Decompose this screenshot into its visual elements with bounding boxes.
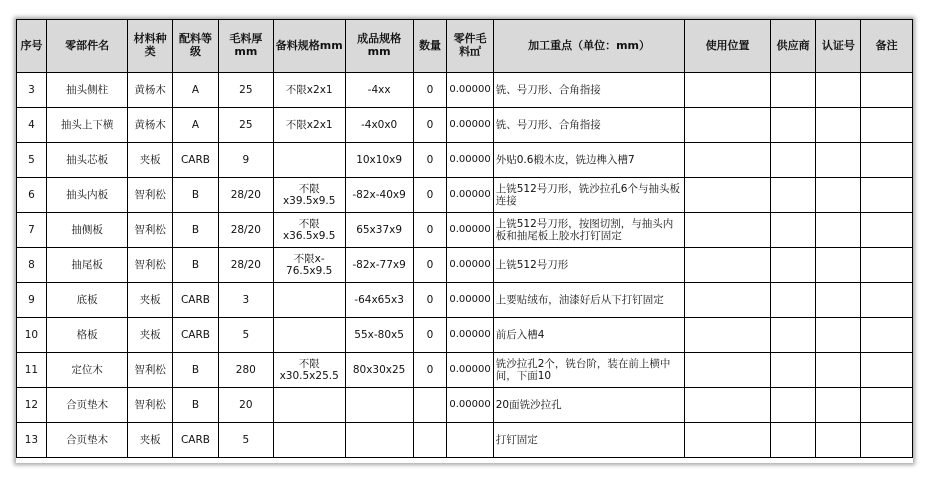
cell-supplier[interactable] xyxy=(770,283,816,318)
cell-grade[interactable]: CARB xyxy=(173,143,219,178)
cell-thickness[interactable]: 28/20 xyxy=(218,248,273,283)
col-header-finish-spec[interactable]: 成品规格mm xyxy=(345,20,413,73)
cell-prep-spec[interactable] xyxy=(273,388,345,423)
cell-cert[interactable] xyxy=(816,423,861,458)
cell-thickness[interactable]: 3 xyxy=(218,283,273,318)
cell-thickness[interactable]: 20 xyxy=(218,388,273,423)
cell-remark[interactable] xyxy=(861,213,913,248)
table-row xyxy=(17,213,913,248)
cell-qty[interactable]: 0 xyxy=(413,73,447,108)
cell-grade[interactable]: CARB xyxy=(173,423,219,458)
cell-thickness[interactable]: 5 xyxy=(218,318,273,353)
cell-remark[interactable] xyxy=(861,108,913,143)
table-row xyxy=(17,283,913,318)
cell-finish-spec[interactable] xyxy=(345,388,413,423)
cell-qty[interactable]: 0 xyxy=(413,248,447,283)
header-row xyxy=(17,20,913,73)
table-row xyxy=(17,143,913,178)
cell-cert[interactable] xyxy=(816,353,861,388)
cell-part-name[interactable]: 抽头芯板 xyxy=(46,143,127,178)
cell-finish-spec[interactable]: -82x-40x9 xyxy=(345,178,413,213)
cell-grade[interactable]: A xyxy=(173,73,219,108)
cell-no[interactable]: 8 xyxy=(17,248,47,283)
cell-remark[interactable] xyxy=(861,178,913,213)
cell-no[interactable]: 5 xyxy=(17,143,47,178)
cell-position[interactable] xyxy=(685,353,770,388)
cell-finish-spec[interactable]: -64x65x3 xyxy=(345,283,413,318)
cell-part-name[interactable]: 抽尾板 xyxy=(46,248,127,283)
cell-grade[interactable]: CARB xyxy=(173,318,219,353)
cell-finish-spec[interactable]: -82x-77x9 xyxy=(345,248,413,283)
col-header-prep-spec[interactable]: 备料规格mm xyxy=(273,20,345,73)
cell-grade[interactable]: B xyxy=(173,248,219,283)
cell-part-name[interactable]: 抽头上下横 xyxy=(46,108,127,143)
cell-prep-spec[interactable] xyxy=(273,423,345,458)
cell-finish-spec[interactable]: -4x0x0 xyxy=(345,108,413,143)
cell-prep-spec[interactable]: 不限x39.5x9.5 xyxy=(273,178,345,213)
cell-thickness[interactable]: 5 xyxy=(218,423,273,458)
col-header-area[interactable]: 零件毛料㎡ xyxy=(447,20,493,73)
cell-part-name[interactable]: 抽头侧柱 xyxy=(46,73,127,108)
cell-part-name[interactable]: 抽头内板 xyxy=(46,178,127,213)
cell-cert[interactable] xyxy=(816,248,861,283)
cell-process-notes[interactable]: 前后入槽4 xyxy=(493,318,685,353)
cell-supplier[interactable] xyxy=(770,213,816,248)
cell-no[interactable]: 6 xyxy=(17,178,47,213)
cell-qty[interactable]: 0 xyxy=(413,178,447,213)
cell-area[interactable]: 0.00000 xyxy=(447,213,493,248)
cell-material[interactable]: 夹板 xyxy=(128,283,173,318)
cell-no[interactable]: 10 xyxy=(17,318,47,353)
cell-supplier[interactable] xyxy=(770,388,816,423)
cell-position[interactable] xyxy=(685,318,770,353)
cell-area[interactable] xyxy=(447,423,493,458)
cell-material[interactable]: 黄杨木 xyxy=(128,73,173,108)
cell-finish-spec[interactable]: 55x-80x5 xyxy=(345,318,413,353)
cell-position[interactable] xyxy=(685,108,770,143)
cell-part-name[interactable]: 合页垫木 xyxy=(46,388,127,423)
cell-process-notes[interactable]: 上铣512号刀形，铣沙拉孔6个与抽头板连接 xyxy=(493,178,685,213)
cell-cert[interactable] xyxy=(816,318,861,353)
cell-grade[interactable]: A xyxy=(173,108,219,143)
cell-no[interactable]: 9 xyxy=(17,283,47,318)
cell-qty[interactable]: 0 xyxy=(413,318,447,353)
cell-supplier[interactable] xyxy=(770,143,816,178)
cell-area[interactable]: 0.00000 xyxy=(447,353,493,388)
cell-prep-spec[interactable]: 不限x30.5x25.5 xyxy=(273,353,345,388)
cell-supplier[interactable] xyxy=(770,108,816,143)
col-header-grade[interactable]: 配料等级 xyxy=(173,20,219,73)
col-header-remark[interactable]: 备注 xyxy=(861,20,913,73)
cell-area[interactable]: 0.00000 xyxy=(447,73,493,108)
cell-remark[interactable] xyxy=(861,353,913,388)
cell-cert[interactable] xyxy=(816,283,861,318)
table-row xyxy=(17,178,913,213)
col-header-process-notes[interactable]: 加工重点（单位：mm） xyxy=(493,20,685,73)
col-header-no[interactable]: 序号 xyxy=(17,20,47,73)
table-row xyxy=(17,318,913,353)
cell-area[interactable]: 0.00000 xyxy=(447,178,493,213)
cell-cert[interactable] xyxy=(816,73,861,108)
table-row xyxy=(17,248,913,283)
cell-no[interactable]: 13 xyxy=(17,423,47,458)
cell-finish-spec[interactable]: -4xx xyxy=(345,73,413,108)
cell-no[interactable]: 3 xyxy=(17,73,47,108)
cell-qty[interactable]: 0 xyxy=(413,108,447,143)
cell-supplier[interactable] xyxy=(770,318,816,353)
cell-position[interactable] xyxy=(685,73,770,108)
cell-material[interactable]: 黄杨木 xyxy=(128,108,173,143)
cell-grade[interactable]: B xyxy=(173,353,219,388)
table-row xyxy=(17,73,913,108)
cell-finish-spec[interactable] xyxy=(345,423,413,458)
cell-part-name[interactable]: 底板 xyxy=(46,283,127,318)
col-header-thickness[interactable]: 毛料厚mm xyxy=(218,20,273,73)
cell-area[interactable]: 0.00000 xyxy=(447,248,493,283)
cell-position[interactable] xyxy=(685,178,770,213)
cell-remark[interactable] xyxy=(861,388,913,423)
cell-area[interactable]: 0.00000 xyxy=(447,143,493,178)
table-row xyxy=(17,353,913,388)
cell-material[interactable]: 智利松 xyxy=(128,178,173,213)
cell-finish-spec[interactable]: 80x30x25 xyxy=(345,353,413,388)
table-row xyxy=(17,108,913,143)
cell-grade[interactable]: B xyxy=(173,178,219,213)
cell-process-notes[interactable]: 20面铣沙拉孔 xyxy=(493,388,685,423)
cell-grade[interactable]: B xyxy=(173,388,219,423)
cell-material[interactable]: 夹板 xyxy=(128,143,173,178)
cell-cert[interactable] xyxy=(816,108,861,143)
cell-finish-spec[interactable]: 10x10x9 xyxy=(345,143,413,178)
table-row xyxy=(17,423,913,458)
cell-position[interactable] xyxy=(685,143,770,178)
cell-process-notes[interactable]: 铣、号刀形、合角指接 xyxy=(493,73,685,108)
col-header-supplier[interactable]: 供应商 xyxy=(770,20,816,73)
cell-prep-spec[interactable]: 不限x2x1 xyxy=(273,108,345,143)
cell-supplier[interactable] xyxy=(770,423,816,458)
cell-cert[interactable] xyxy=(816,213,861,248)
cell-qty[interactable]: 0 xyxy=(413,213,447,248)
cell-qty[interactable] xyxy=(413,388,447,423)
col-header-position[interactable]: 使用位置 xyxy=(685,20,770,73)
cell-qty[interactable] xyxy=(413,423,447,458)
col-header-qty[interactable]: 数量 xyxy=(413,20,447,73)
cell-material[interactable]: 夹板 xyxy=(128,318,173,353)
cell-thickness[interactable]: 25 xyxy=(218,73,273,108)
cell-area[interactable]: 0.00000 xyxy=(447,388,493,423)
cell-supplier[interactable] xyxy=(770,353,816,388)
spreadsheet-sheet xyxy=(16,19,913,463)
cell-thickness[interactable]: 9 xyxy=(218,143,273,178)
col-header-part-name[interactable]: 零部件名 xyxy=(46,20,127,73)
cell-prep-spec[interactable] xyxy=(273,143,345,178)
cell-material[interactable]: 智利松 xyxy=(128,248,173,283)
cell-material[interactable]: 智利松 xyxy=(128,213,173,248)
col-header-material[interactable]: 材料种类 xyxy=(128,20,173,73)
cell-thickness[interactable]: 280 xyxy=(218,353,273,388)
cell-cert[interactable] xyxy=(816,143,861,178)
cell-cert[interactable] xyxy=(816,178,861,213)
cell-finish-spec[interactable]: 65x37x9 xyxy=(345,213,413,248)
cell-process-notes[interactable]: 打钉固定 xyxy=(493,423,685,458)
cell-prep-spec[interactable]: 不限x2x1 xyxy=(273,73,345,108)
cell-process-notes[interactable]: 上要贴绒布，油漆好后从下打钉固定 xyxy=(493,283,685,318)
col-header-cert[interactable]: 认证号 xyxy=(816,20,861,73)
cell-grade[interactable]: CARB xyxy=(173,283,219,318)
cell-part-name[interactable]: 抽侧板 xyxy=(46,213,127,248)
cell-part-name[interactable]: 格板 xyxy=(46,318,127,353)
cell-thickness[interactable]: 25 xyxy=(218,108,273,143)
cell-process-notes[interactable]: 外贴0.6椴木皮，铣边榫入槽7 xyxy=(493,143,685,178)
cell-process-notes[interactable]: 上铣512号刀形 xyxy=(493,248,685,283)
cell-supplier[interactable] xyxy=(770,73,816,108)
cell-area[interactable]: 0.00000 xyxy=(447,318,493,353)
cell-area[interactable]: 0.00000 xyxy=(447,108,493,143)
cell-qty[interactable]: 0 xyxy=(413,353,447,388)
cell-part-name[interactable]: 合页垫木 xyxy=(46,423,127,458)
cell-material[interactable]: 智利松 xyxy=(128,353,173,388)
cell-supplier[interactable] xyxy=(770,178,816,213)
cell-material[interactable]: 智利松 xyxy=(128,388,173,423)
cell-no[interactable]: 12 xyxy=(17,388,47,423)
cell-cert[interactable] xyxy=(816,388,861,423)
table-body xyxy=(17,73,913,458)
cell-part-name[interactable]: 定位木 xyxy=(46,353,127,388)
cell-position[interactable] xyxy=(685,388,770,423)
cell-remark[interactable] xyxy=(861,143,913,178)
cell-material[interactable]: 夹板 xyxy=(128,423,173,458)
cell-remark[interactable] xyxy=(861,423,913,458)
cell-position[interactable] xyxy=(685,283,770,318)
cell-prep-spec[interactable] xyxy=(273,318,345,353)
cell-position[interactable] xyxy=(685,423,770,458)
cell-no[interactable]: 4 xyxy=(17,108,47,143)
cell-prep-spec[interactable]: 不限x36.5x9.5 xyxy=(273,213,345,248)
cell-area[interactable]: 0.00000 xyxy=(447,283,493,318)
cell-remark[interactable] xyxy=(861,318,913,353)
cell-prep-spec[interactable] xyxy=(273,283,345,318)
cell-position[interactable] xyxy=(685,213,770,248)
cell-process-notes[interactable]: 铣沙拉孔2个，铣台阶，装在前上横中间，下面10 xyxy=(493,353,685,388)
cell-position[interactable] xyxy=(685,248,770,283)
cell-qty[interactable]: 0 xyxy=(413,143,447,178)
table-row xyxy=(17,388,913,423)
cell-remark[interactable] xyxy=(861,73,913,108)
cell-remark[interactable] xyxy=(861,283,913,318)
cell-no[interactable]: 7 xyxy=(17,213,47,248)
parts-table xyxy=(16,19,913,458)
cell-thickness[interactable]: 28/20 xyxy=(218,213,273,248)
cell-prep-spec[interactable]: 不限x-76.5x9.5 xyxy=(273,248,345,283)
cell-thickness[interactable]: 28/20 xyxy=(218,178,273,213)
cell-qty[interactable]: 0 xyxy=(413,283,447,318)
cell-supplier[interactable] xyxy=(770,248,816,283)
cell-process-notes[interactable]: 上铣512号刀形，按图切割，与抽头内板和抽尾板上胶水打钉固定 xyxy=(493,213,685,248)
cell-grade[interactable]: B xyxy=(173,213,219,248)
cell-no[interactable]: 11 xyxy=(17,353,47,388)
cell-process-notes[interactable]: 铣、号刀形、合角指接 xyxy=(493,108,685,143)
cell-remark[interactable] xyxy=(861,248,913,283)
